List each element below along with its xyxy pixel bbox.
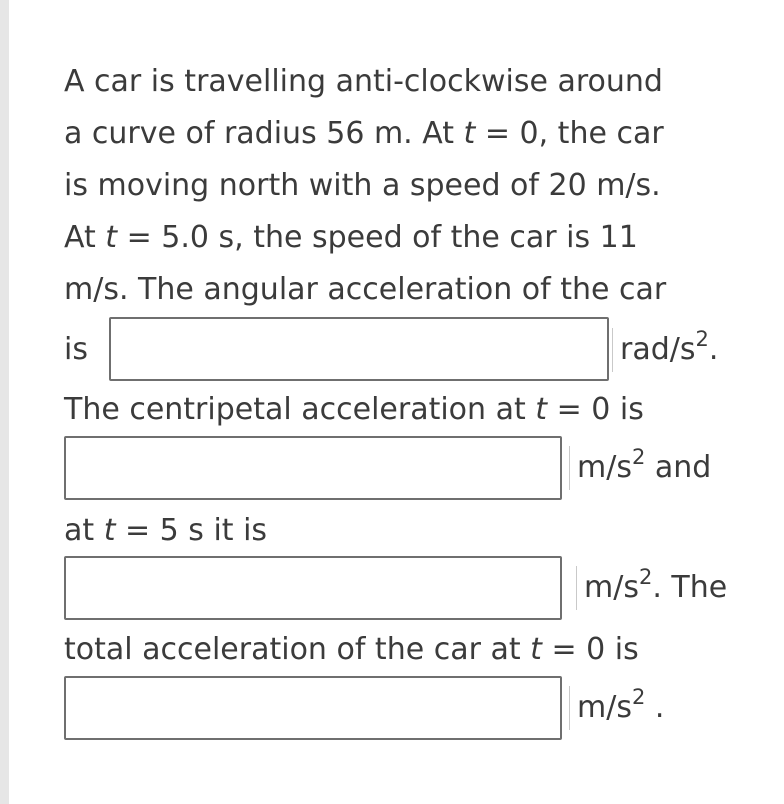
centripetal-t5-field[interactable] bbox=[64, 556, 562, 620]
problem-line-2 bbox=[64, 116, 664, 152]
unit-base: m/s bbox=[577, 690, 632, 725]
centripetal-t5-unit-label bbox=[584, 565, 728, 606]
total-acceleration-unit-label bbox=[577, 685, 665, 726]
time-variable: t bbox=[105, 220, 118, 255]
angular-acceleration-input[interactable] bbox=[111, 319, 607, 379]
angular-acceleration-field[interactable] bbox=[109, 317, 609, 381]
unit-exponent: 2 bbox=[631, 445, 646, 469]
problem-text: The centripetal acceleration at bbox=[64, 392, 536, 427]
unit-base: rad/s bbox=[620, 332, 696, 367]
problem-line-3 bbox=[64, 168, 661, 204]
problem-text: = 5 s it is bbox=[115, 513, 268, 548]
problem-text: a curve of radius 56 m. At bbox=[64, 116, 464, 151]
centripetal-t0-input[interactable] bbox=[66, 438, 560, 498]
left-gutter bbox=[0, 0, 9, 804]
is-label: is bbox=[64, 332, 88, 367]
unit-suffix: . The bbox=[652, 570, 728, 605]
unit-base: m/s bbox=[584, 570, 639, 605]
time-variable: t bbox=[530, 632, 542, 667]
angular-unit-label bbox=[620, 327, 719, 368]
problem-text: = 0 is bbox=[541, 632, 639, 667]
problem-text: total acceleration of the car at bbox=[64, 632, 531, 667]
time-variable: t bbox=[535, 392, 548, 427]
unit-suffix: and bbox=[645, 450, 712, 485]
unit-suffix: . bbox=[645, 690, 665, 725]
problem-line-1 bbox=[64, 64, 663, 100]
unit-exponent: 2 bbox=[695, 327, 709, 351]
problem-line-4 bbox=[64, 220, 638, 256]
centripetal-intro bbox=[64, 392, 644, 428]
unit-exponent: 2 bbox=[631, 685, 646, 709]
time-variable: t bbox=[463, 116, 476, 151]
total-acceleration-input[interactable] bbox=[66, 678, 560, 738]
problem-text: At bbox=[64, 220, 106, 255]
unit-base: m/s bbox=[577, 450, 632, 485]
centripetal-t0-unit-label bbox=[577, 445, 712, 486]
problem-text: = 0 is bbox=[547, 392, 644, 427]
total-acceleration-field[interactable] bbox=[64, 676, 562, 740]
unit-suffix: . bbox=[708, 332, 719, 367]
time-variable: t bbox=[103, 513, 116, 548]
problem-text: m/s. The angular acceleration of the car bbox=[64, 272, 667, 307]
problem-text: = 0, the car bbox=[475, 116, 664, 151]
problem-text: is moving north with a speed of 20 m/s. bbox=[64, 168, 661, 203]
problem-text: = 5.0 s, the speed of the car is 11 bbox=[117, 220, 638, 255]
centripetal-t0-field[interactable] bbox=[64, 436, 562, 500]
centripetal-t5-input[interactable] bbox=[66, 558, 560, 618]
problem-line-5 bbox=[64, 272, 666, 308]
unit-exponent: 2 bbox=[638, 565, 653, 589]
centripetal-t5-intro bbox=[64, 513, 267, 549]
problem-text: A car is travelling anti-clockwise around bbox=[64, 64, 663, 99]
problem-text: at bbox=[64, 513, 104, 548]
total-intro bbox=[64, 632, 639, 668]
